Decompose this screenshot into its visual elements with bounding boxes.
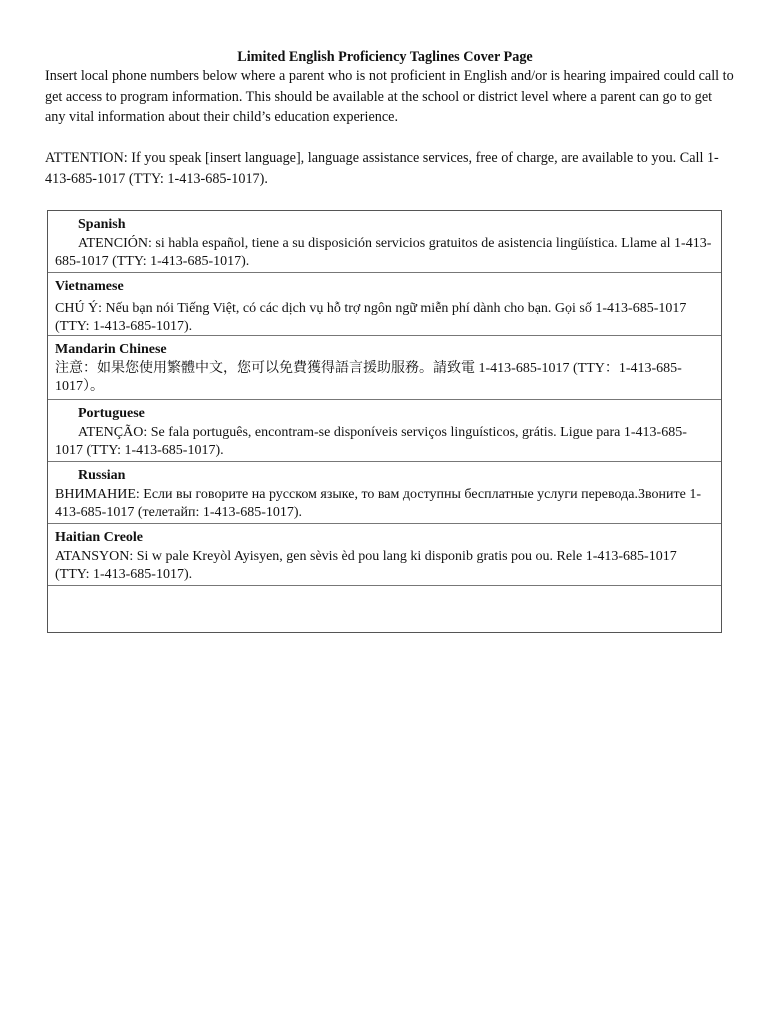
tagline-row-vietnamese [48,273,721,336]
attention-paragraph: ATTENTION: If you speak [insert language], language assistance services, free of charge, are available to you. Call 1-413-685-1017 (TTY: 1-413-685-1017). [45,150,719,187]
tagline-text: ВНИМАНИЕ: Если вы говорите на русском языке, то вам доступны бесплатные услуги перевода.Звоните 1-413-685-1017 (телетайп: 1-413-685-1017). [55,486,701,520]
language-label: Russian [78,468,126,483]
tagline-text: ATENCIÓN: si habla español, tiene a su disposición servicios gratuitos de asistencia lingüística. Llame al 1-413-685-1017 (TTY: 1-413-685-1017). [55,235,712,269]
tagline-text: CHÚ Ý: Nếu bạn nói Tiếng Việt, có các dịch vụ hỗ trợ ngôn ngữ miễn phí dành cho bạn. Gọi số 1-413-685-1017 (TTY: 1-413-685-1017). [55,300,687,334]
tagline-text: ATANSYON: Si w pale Kreyòl Ayisyen, gen sèvis èd pou lang ki disponib gratis pou ou. Rele 1-413-685-1017 (TTY: 1-413-685-1017). [55,548,677,582]
language-label: Spanish [78,217,126,232]
tagline-text: ATENÇÃO: Se fala português, encontram-se disponíveis serviços linguísticos, grátis. Ligue para 1-413-685-1017 (TTY: 1-413-685-1017). [55,424,687,458]
language-label: Mandarin Chinese [55,342,167,357]
language-label: Portuguese [78,406,145,421]
language-label: Haitian Creole [55,530,144,545]
intro-paragraph: Insert local phone numbers below where a parent who is not proficient in English and/or is hearing impaired could call to get access to program information. This should be available at the school or district level where a parent can go to get any vital information about their child’s education experience. [45,68,734,125]
language-label: Vietnamese [55,279,124,294]
tagline-row-haitian-creole [48,524,721,586]
tagline-row-empty [48,586,721,632]
taglines-table [47,210,722,633]
tagline-row-portuguese [48,400,721,462]
tagline-text: 注意：如果您使用繁體中文，您可以免費獲得語言援助服務。請致電 1-413-685-1017 (TTY：1-413-685-1017）。 [55,360,682,394]
tagline-row-spanish [48,211,721,273]
tagline-row-russian [48,462,721,524]
tagline-row-mandarin [48,336,721,400]
page-title: Limited English Proficiency Taglines Cover Page [237,49,533,65]
